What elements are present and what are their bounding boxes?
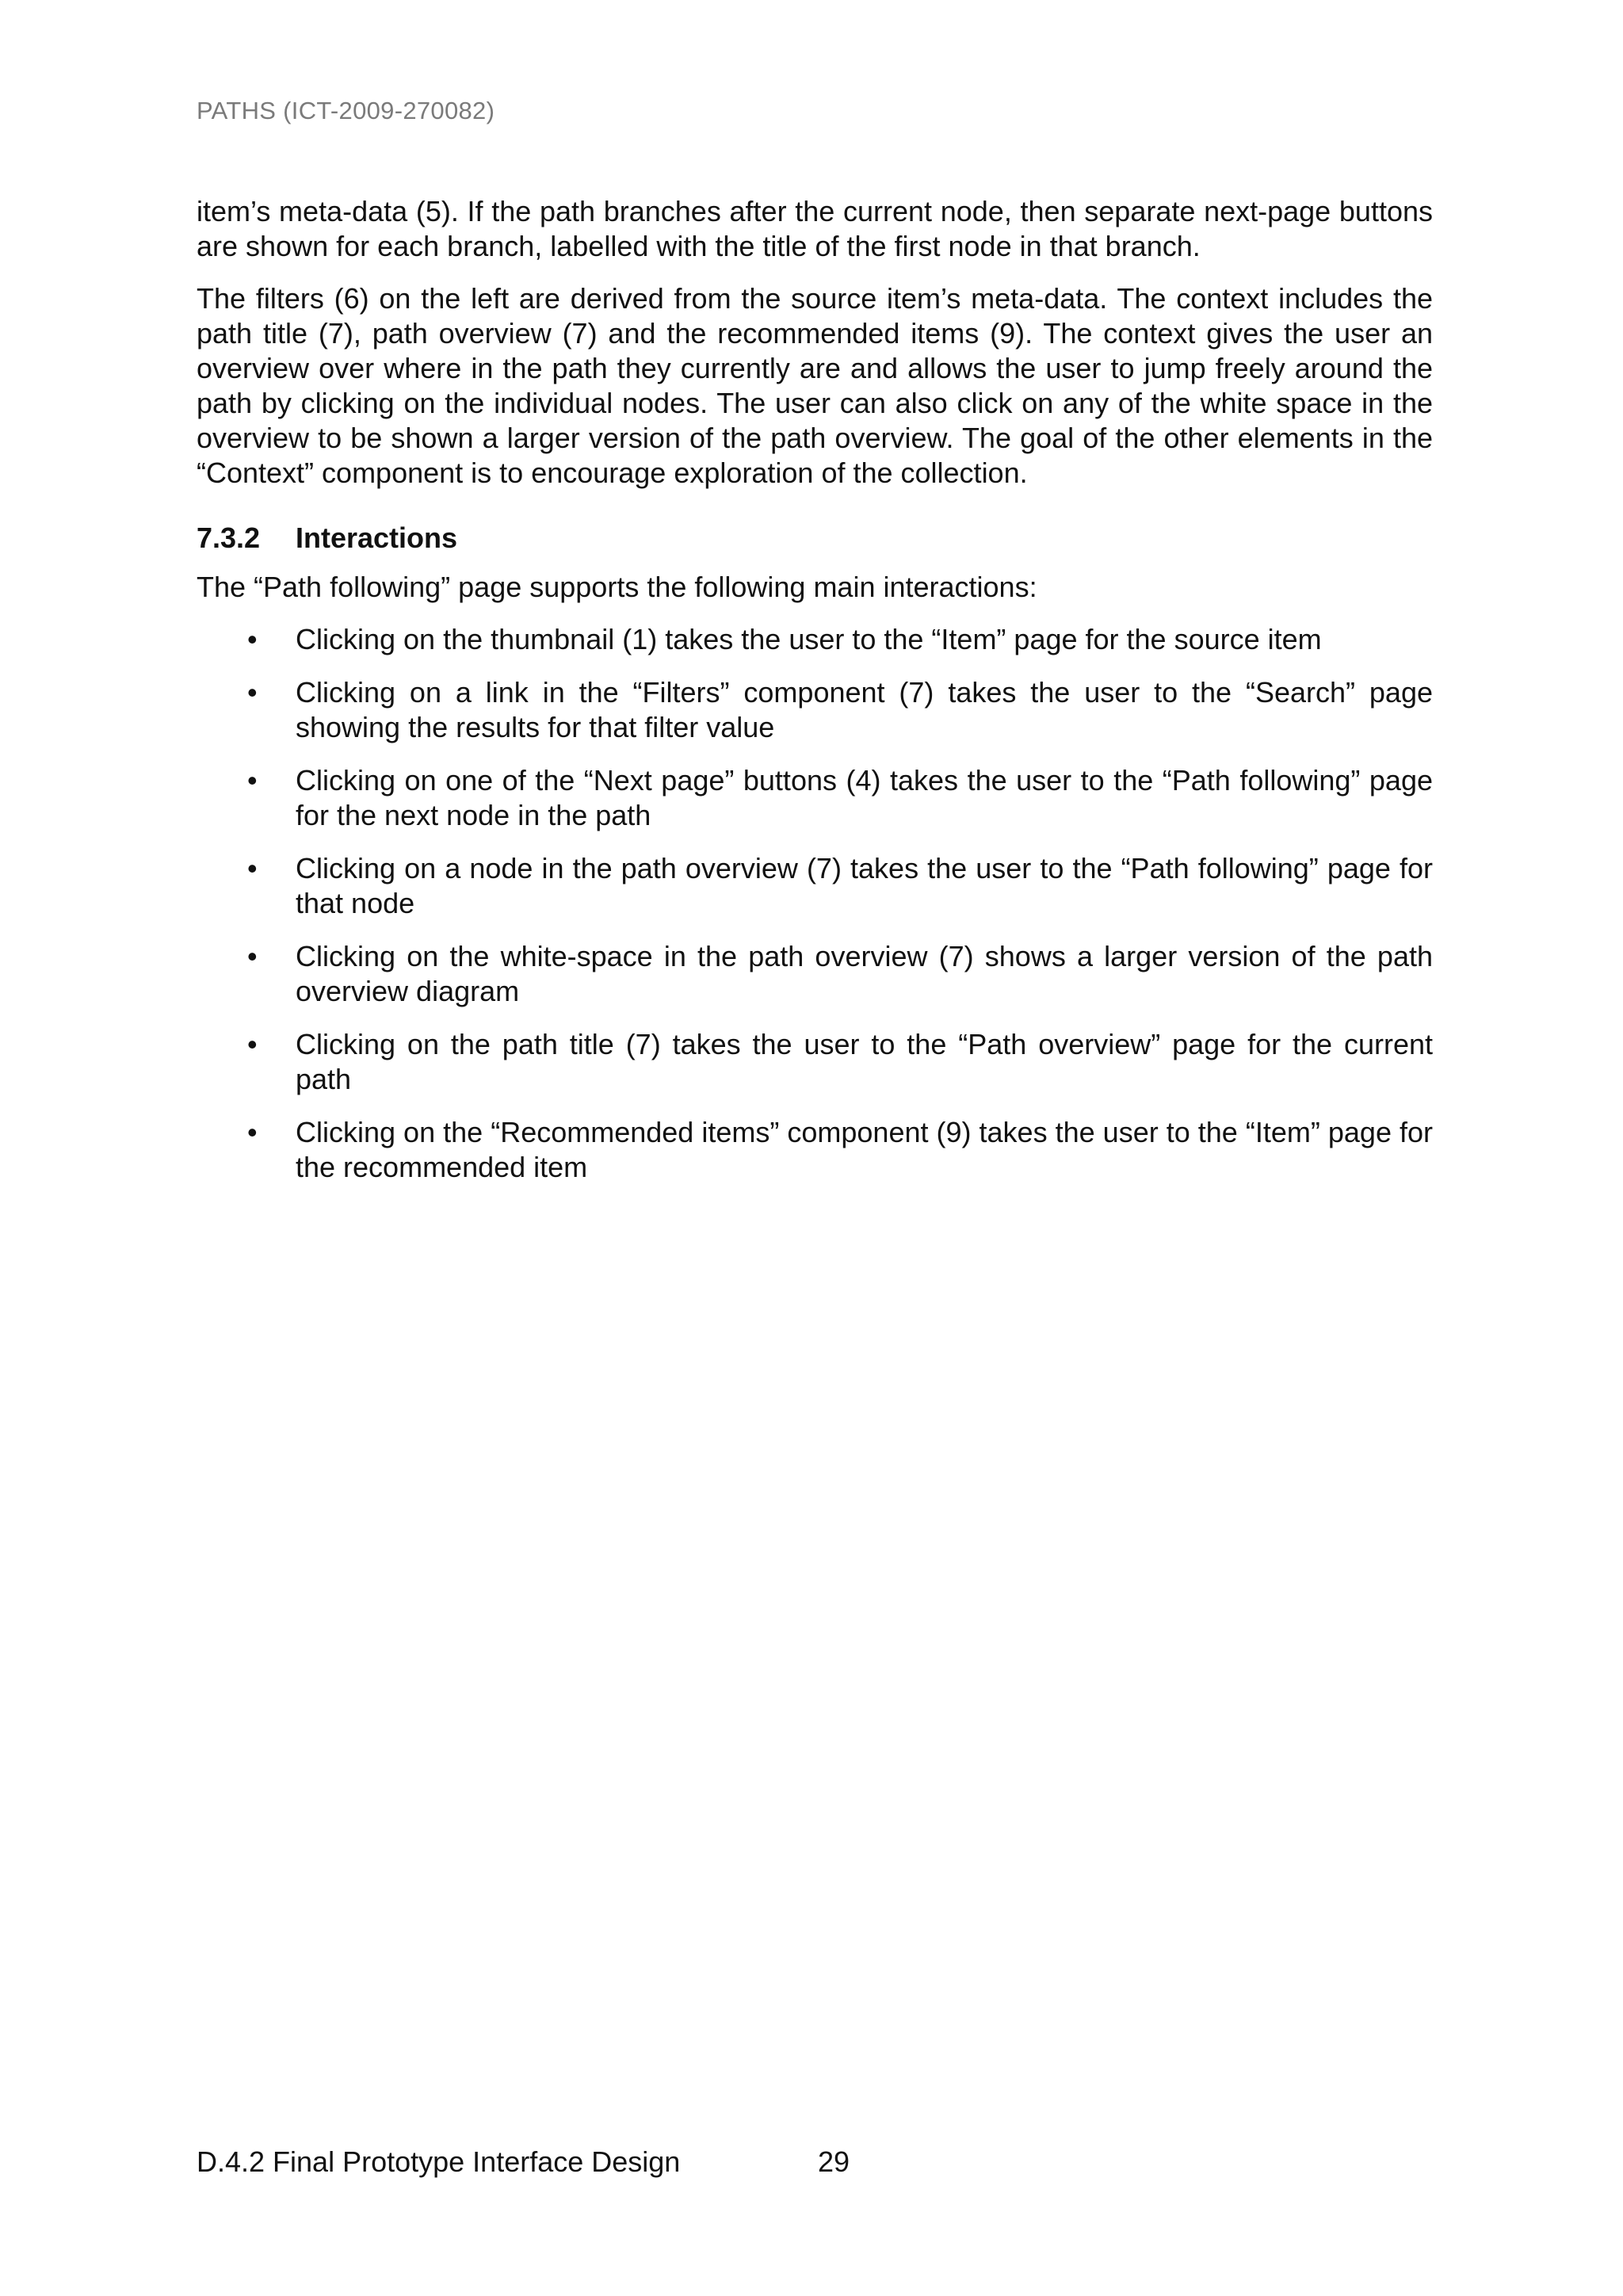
list-item-text: Clicking on a link in the “Filters” component (7) takes the user to the “Search” page showing the results for that filter value (296, 676, 1433, 743)
list-item-text: Clicking on a node in the path overview (7) takes the user to the “Path following” page for that node (296, 852, 1433, 919)
section-intro: The “Path following” page supports the following main interactions: (197, 571, 1037, 603)
interactions-list (197, 622, 1433, 1185)
bullet-icon: • (247, 852, 258, 884)
list-item-text: Clicking on one of the “Next page” buttons (4) takes the user to the “Path following” page for the next node in the path (296, 764, 1433, 831)
list-item (197, 675, 1433, 745)
section-title: Interactions (296, 521, 458, 554)
bullet-marker (197, 763, 296, 833)
list-item-text: Clicking on the “Recommended items” component (9) takes the user to the “Item” page for the recommended item (296, 1116, 1433, 1183)
list-item (197, 851, 1433, 921)
document-body (197, 194, 1433, 1203)
bullet-icon: • (247, 940, 258, 972)
section-number: 7.3.2 (197, 521, 261, 554)
list-item-text: Clicking on the white-space in the path overview (7) shows a larger version of the path overview diagram (296, 940, 1433, 1007)
page-footer (197, 2145, 850, 2179)
list-item (197, 1027, 1433, 1097)
section-heading (197, 521, 1433, 556)
paragraph-continuation: item’s meta-data (5). If the path branches after the current node, then separate next-page buttons are shown for each branch, labelled with the title of the first node in that branch. (197, 195, 1433, 262)
list-item-text: Clicking on the thumbnail (1) takes the user to the “Item” page for the source item (296, 623, 1322, 655)
bullet-marker (197, 1115, 296, 1185)
bullet-icon: • (247, 764, 258, 797)
list-item (197, 763, 1433, 833)
page-number: 29 (818, 2145, 850, 2178)
list-item (197, 939, 1433, 1009)
bullet-marker (197, 1027, 296, 1097)
bullet-marker (197, 851, 296, 921)
bullet-marker (197, 675, 296, 745)
footer-document-title: D.4.2 Final Prototype Interface Design (197, 2145, 681, 2178)
bullet-icon: • (247, 623, 258, 655)
bullet-icon: • (247, 1028, 258, 1060)
list-item (197, 622, 1433, 657)
bullet-icon: • (247, 676, 258, 709)
paragraph-filters-context: The filters (6) on the left are derived from the source item’s meta-data. The context includes the path title (7), path overview (7) and the recommended items (9). The context gives the user an overview over where in the path they currently are and allows the user to jump freely around the path by clicking on the individual nodes. The user can also click on any of the white space in the overview to be shown a larger version of the path overview. The goal of the other elements in the “Context” component is to encourage exploration of the collection. (197, 282, 1433, 489)
list-item-text: Clicking on the path title (7) takes the user to the “Path overview” page for the current path (296, 1028, 1433, 1095)
bullet-marker (197, 939, 296, 1009)
bullet-icon: • (247, 1116, 258, 1148)
list-item (197, 1115, 1433, 1185)
bullet-marker (197, 622, 296, 657)
page-header: PATHS (ICT-2009-270082) (197, 97, 495, 124)
